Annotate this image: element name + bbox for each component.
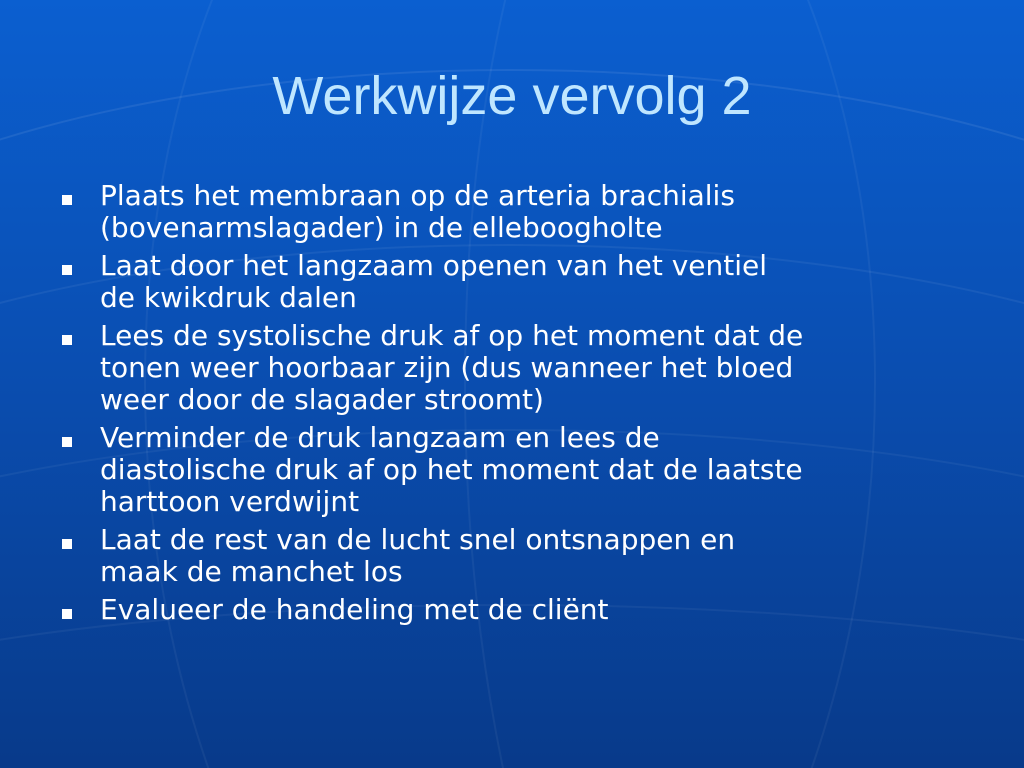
- bullet-text-line: diastolische druk af op het moment dat de laatste: [100, 453, 803, 486]
- bullet-text-block: [100, 422, 803, 518]
- bullet-text-line: Lees de systolische druk af op het moment dat de: [100, 319, 804, 352]
- square-bullet-icon: [62, 437, 72, 447]
- bullet-text-line: Evalueer de handeling met de cliënt: [100, 593, 609, 626]
- bullet-text-line: Verminder de druk langzaam en lees de: [100, 421, 660, 454]
- bullet-item: [62, 524, 982, 588]
- square-bullet-icon: [62, 335, 72, 345]
- bullet-text-line: weer door de slagader stroomt): [100, 383, 544, 416]
- square-bullet-icon: [62, 539, 72, 549]
- bullet-text-block: [100, 250, 767, 314]
- bullet-item: [62, 594, 982, 626]
- bullet-text-line: maak de manchet los: [100, 555, 403, 588]
- bullet-text-block: [100, 180, 735, 244]
- bullet-text-block: [100, 320, 803, 416]
- bullet-text-line: de kwikdruk dalen: [100, 281, 357, 314]
- bullet-item: [62, 180, 982, 244]
- bullet-text-line: Laat door het langzaam openen van het ventiel: [100, 249, 768, 282]
- bullet-text-line: tonen weer hoorbaar zijn (dus wanneer het bloed: [100, 351, 794, 384]
- square-bullet-icon: [62, 609, 72, 619]
- square-bullet-icon: [62, 265, 72, 275]
- bullet-item: [62, 422, 982, 518]
- bullet-text-line: Plaats het membraan op de arteria brachialis: [100, 179, 735, 212]
- bullet-text-line: (bovenarmslagader) in de elleboogholte: [100, 211, 663, 244]
- bullet-item: [62, 320, 982, 416]
- bullet-item: [62, 250, 982, 314]
- slide-title: Werkwijze vervolg 2: [272, 66, 752, 126]
- bullet-text-block: [100, 524, 735, 588]
- bullet-text-line: harttoon verdwijnt: [100, 485, 360, 518]
- bullet-list: [62, 180, 982, 632]
- bullet-text-line: Laat de rest van de lucht snel ontsnappen en: [100, 523, 736, 556]
- square-bullet-icon: [62, 195, 72, 205]
- bullet-text-block: [100, 594, 609, 626]
